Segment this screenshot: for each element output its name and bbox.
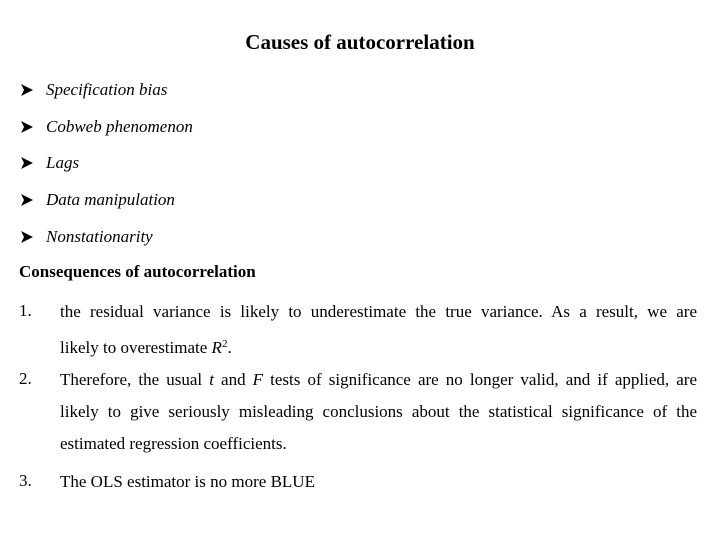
item-text: The OLS estimator is no more BLUE	[60, 472, 315, 491]
cause-item	[20, 117, 193, 137]
cause-item	[20, 190, 175, 210]
item-text: estimated regression coefficients.	[60, 434, 287, 453]
arrow-bullet-icon	[20, 154, 46, 172]
cause-label: Lags	[46, 153, 80, 172]
cause-label: Specification bias	[46, 80, 168, 99]
consequence-item	[19, 466, 697, 498]
arrow-bullet-icon	[20, 81, 46, 99]
consequence-item	[19, 296, 697, 364]
cause-item	[20, 227, 153, 247]
item-text: Therefore, the usual t and F tests of significance are no longer valid, and if applied, are	[60, 370, 697, 389]
arrow-bullet-icon	[20, 228, 46, 246]
item-text: likely to give seriously misleading conclusions about the statistical significance of the	[60, 402, 697, 421]
consequences-heading: Consequences of autocorrelation	[19, 262, 256, 281]
item-text: likely to overestimate $R^2$.	[60, 338, 232, 357]
cause-item	[20, 80, 167, 100]
consequence-item	[19, 364, 697, 460]
arrow-bullet-icon	[20, 191, 46, 209]
cause-label: Data manipulation	[46, 190, 175, 209]
item-number: 1.	[19, 301, 32, 320]
cause-item	[20, 153, 79, 173]
page-title: Causes of autocorrelation	[245, 30, 475, 54]
cause-label: Nonstationarity	[46, 227, 153, 246]
item-text: the residual variance is likely to underestimate the true variance. As a result, we are	[60, 302, 697, 321]
item-number: 2.	[19, 369, 32, 388]
item-number: 3.	[19, 471, 32, 490]
arrow-bullet-icon	[20, 118, 46, 136]
cause-label: Cobweb phenomenon	[46, 117, 193, 136]
